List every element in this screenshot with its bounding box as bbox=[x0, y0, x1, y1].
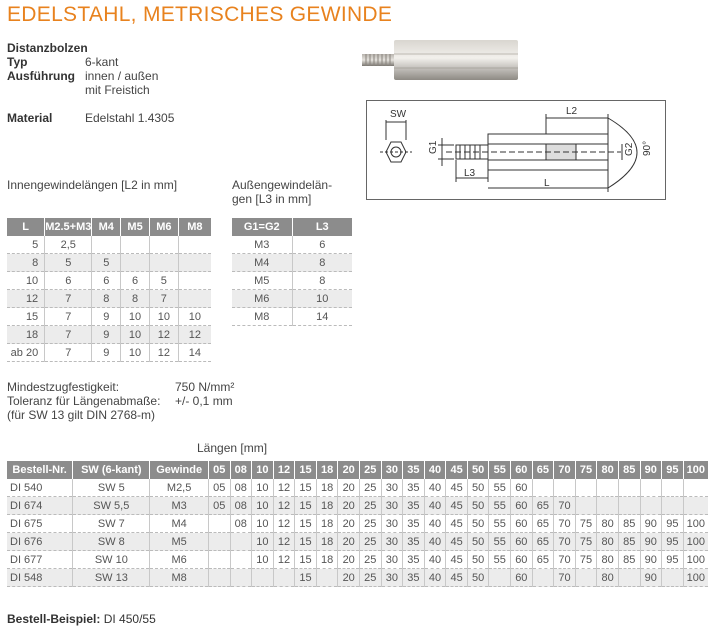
order_table-cell: 08 bbox=[230, 479, 252, 497]
order_table-header-cell: SW (6-kant) bbox=[73, 461, 150, 479]
order_table-cell: 35 bbox=[403, 551, 425, 569]
table-row bbox=[7, 254, 211, 272]
order_table-cell bbox=[230, 569, 252, 587]
order_table-cell: 05 bbox=[208, 497, 230, 515]
order_table-cell: 18 bbox=[316, 497, 338, 515]
order_table-cell: 65 bbox=[532, 533, 554, 551]
order_table-cell: 25 bbox=[359, 551, 381, 569]
order_table-cell: 30 bbox=[381, 551, 403, 569]
order_table-cell: 45 bbox=[446, 497, 468, 515]
order_table-cell: 60 bbox=[511, 533, 533, 551]
order_table-cell: 10 bbox=[252, 497, 274, 515]
order_table-cell: 90 bbox=[640, 569, 662, 587]
order_table-cell: 35 bbox=[403, 515, 425, 533]
order_table-cell: M5 bbox=[150, 533, 209, 551]
technical-notes bbox=[7, 380, 235, 422]
order_table-cell: DI 675 bbox=[7, 515, 73, 533]
order_table-cell: 25 bbox=[359, 479, 381, 497]
order_table-header-cell: 45 bbox=[446, 461, 468, 479]
order_table-cell bbox=[489, 569, 511, 587]
inner_table-header-cell: M6 bbox=[149, 218, 178, 236]
order_table-cell bbox=[640, 497, 662, 515]
order_table-cell: 60 bbox=[511, 515, 533, 533]
inner_table-cell bbox=[178, 254, 211, 272]
order_table-cell bbox=[230, 551, 252, 569]
order_table-cell: 10 bbox=[252, 479, 274, 497]
order_table-cell: 20 bbox=[338, 515, 360, 533]
inner_table-cell: 14 bbox=[188, 346, 201, 359]
inner-table-caption: Innengewindelängen [L2 in mm] bbox=[7, 178, 178, 192]
order_table-cell: 12 bbox=[273, 515, 295, 533]
inner_table-cell: 10 bbox=[121, 344, 150, 362]
order_table-cell bbox=[273, 569, 295, 587]
order_table-cell: 80 bbox=[597, 533, 619, 551]
order-example: Bestell-Beispiel: DI 450/55 bbox=[7, 612, 156, 626]
table-row bbox=[7, 308, 211, 326]
outer_table-cell: M3 bbox=[232, 236, 292, 254]
order_table-cell: 30 bbox=[381, 479, 403, 497]
order_table-cell: 65 bbox=[532, 551, 554, 569]
order_table-cell: SW 5,5 bbox=[73, 497, 150, 515]
order_table-cell: 85 bbox=[618, 533, 640, 551]
order_table-cell bbox=[618, 497, 640, 515]
order_table-cell: 40 bbox=[424, 533, 446, 551]
order_table-cell: 15 bbox=[295, 551, 317, 569]
inner_table-cell: 12 bbox=[149, 326, 178, 344]
order_table-header-cell: 30 bbox=[381, 461, 403, 479]
table-row bbox=[232, 272, 352, 290]
order_table-cell: 55 bbox=[489, 479, 511, 497]
inner_table-cell: 9 bbox=[92, 344, 121, 362]
outer_table-cell: M6 bbox=[232, 290, 292, 308]
order_table-cell: 95 bbox=[662, 551, 684, 569]
table-row bbox=[7, 272, 211, 290]
inner_table-cell bbox=[92, 236, 121, 254]
order_table-cell: 70 bbox=[554, 551, 576, 569]
inner_table-cell: 12 bbox=[149, 344, 178, 362]
outer_table-header-cell: L3 bbox=[292, 218, 352, 236]
order_table-cell bbox=[683, 497, 708, 515]
order_table-cell: 40 bbox=[424, 515, 446, 533]
note-tolerance: Toleranz für Längenabmaße: +/- 0,1 mm bbox=[7, 394, 233, 408]
table-row bbox=[7, 551, 708, 569]
order-table bbox=[7, 461, 708, 587]
order_table-cell: SW 5 bbox=[73, 479, 150, 497]
order_table-cell: 60 bbox=[511, 479, 533, 497]
order_table-cell: 70 bbox=[554, 569, 576, 587]
table-row bbox=[7, 290, 211, 308]
drawing-label-sw: SW bbox=[390, 109, 407, 120]
order_table-cell: 40 bbox=[424, 497, 446, 515]
inner_table-cell: 7 bbox=[149, 290, 178, 308]
inner_table-cell: 5 bbox=[92, 254, 121, 272]
table-row bbox=[7, 533, 708, 551]
drawing-label-angle: 90° bbox=[642, 140, 653, 156]
order_table-cell bbox=[683, 479, 708, 497]
inner_table-cell: 5 bbox=[149, 272, 178, 290]
order_table-cell: 50 bbox=[467, 569, 489, 587]
order_table-cell bbox=[554, 479, 576, 497]
order_table-cell bbox=[575, 479, 597, 497]
order_table-cell: 65 bbox=[532, 515, 554, 533]
inner_table-cell: 5 bbox=[45, 254, 92, 272]
order_table-cell: M8 bbox=[150, 569, 209, 587]
order_table-cell: 50 bbox=[467, 479, 489, 497]
order_table-cell: DI 677 bbox=[7, 551, 73, 569]
outer_table-cell: 8 bbox=[319, 274, 326, 287]
order_table-cell: 70 bbox=[554, 515, 576, 533]
inner_table-cell: 8 bbox=[7, 254, 45, 272]
order_table-cell: 55 bbox=[489, 497, 511, 515]
order_table-cell bbox=[575, 569, 597, 587]
order_table-cell: 90 bbox=[640, 551, 662, 569]
order_table-cell: 15 bbox=[295, 569, 317, 587]
spec-typ: Typ 6-kant bbox=[7, 55, 119, 69]
order_table-cell: 20 bbox=[338, 479, 360, 497]
table-row bbox=[7, 569, 708, 587]
outer_table-cell: M5 bbox=[232, 272, 292, 290]
order_table-cell: 60 bbox=[511, 551, 533, 569]
order_table-header-cell: 85 bbox=[618, 461, 640, 479]
inner_table-cell: 10 bbox=[121, 326, 150, 344]
order_table-header-cell: 80 bbox=[597, 461, 619, 479]
inner_table-cell: 9 bbox=[92, 308, 121, 326]
order_table-header-cell: 05 bbox=[208, 461, 230, 479]
order_table-cell bbox=[575, 497, 597, 515]
order_table-cell: M3 bbox=[150, 497, 209, 515]
order_table-header-cell: Bestell-Nr. bbox=[7, 461, 73, 479]
order_table-cell: 100 bbox=[683, 569, 708, 587]
standoff-photo bbox=[362, 38, 522, 88]
order_table-cell: 10 bbox=[252, 533, 274, 551]
order_table-cell bbox=[208, 515, 230, 533]
outer-table-caption-2: gen [L3 in mm] bbox=[232, 192, 312, 206]
order_table-cell: 55 bbox=[489, 551, 511, 569]
order_table-header-cell: 12 bbox=[273, 461, 295, 479]
order_table-cell: 40 bbox=[424, 569, 446, 587]
inner_table-cell: 7 bbox=[45, 290, 92, 308]
order_table-cell: 20 bbox=[338, 569, 360, 587]
outer_table-cell: 14 bbox=[316, 310, 329, 323]
order_table-cell bbox=[618, 569, 640, 587]
order_table-cell: 70 bbox=[554, 533, 576, 551]
order_table-cell bbox=[208, 551, 230, 569]
order_table-cell: 25 bbox=[359, 497, 381, 515]
order_table-cell: 45 bbox=[446, 533, 468, 551]
order_table-cell: 90 bbox=[640, 533, 662, 551]
order_table-cell: 80 bbox=[597, 515, 619, 533]
order_table-cell: 25 bbox=[359, 515, 381, 533]
order_table-cell: 60 bbox=[511, 569, 533, 587]
order_table-cell bbox=[532, 479, 554, 497]
order_table-cell: 85 bbox=[618, 551, 640, 569]
order_table-cell: 45 bbox=[446, 569, 468, 587]
order_table-cell: 60 bbox=[511, 497, 533, 515]
order_table-cell: 10 bbox=[252, 515, 274, 533]
order_table-cell: 35 bbox=[403, 497, 425, 515]
order_table-cell bbox=[252, 569, 274, 587]
order_table-header-cell: 35 bbox=[403, 461, 425, 479]
table-row bbox=[232, 308, 352, 326]
order_table-cell: 18 bbox=[316, 533, 338, 551]
table-row bbox=[7, 236, 211, 254]
order_table-cell: DI 548 bbox=[7, 569, 73, 587]
inner_table-cell bbox=[149, 254, 178, 272]
drawing-label-l: L bbox=[544, 178, 550, 189]
inner_table-cell: 7 bbox=[45, 308, 92, 326]
inner_table-cell: 5 bbox=[7, 236, 45, 254]
order_table-header-cell: 50 bbox=[467, 461, 489, 479]
order_table-cell: 90 bbox=[640, 515, 662, 533]
order_table-cell: SW 7 bbox=[73, 515, 150, 533]
note-din: (für SW 13 gilt DIN 2768-m) bbox=[7, 408, 156, 422]
order_table-cell: 80 bbox=[597, 551, 619, 569]
order_table-header-cell: Gewinde bbox=[150, 461, 209, 479]
order_table-cell: 20 bbox=[338, 551, 360, 569]
outer_table-cell: 8 bbox=[292, 254, 352, 272]
inner_table-cell bbox=[121, 236, 150, 254]
table-row bbox=[7, 326, 211, 344]
spec-ausfuehrung: Ausführung innen / außen bbox=[7, 69, 159, 83]
order_table-header-cell: 20 bbox=[338, 461, 360, 479]
order_table-cell: 15 bbox=[295, 533, 317, 551]
inner_table-header-cell: M5 bbox=[121, 218, 150, 236]
order_table-cell: 18 bbox=[316, 479, 338, 497]
inner_table-cell: 12 bbox=[7, 290, 45, 308]
outer_table-cell: 10 bbox=[292, 290, 352, 308]
inner_table-cell bbox=[178, 290, 211, 308]
order_table-header-cell: 08 bbox=[230, 461, 252, 479]
order_table-cell: 40 bbox=[424, 551, 446, 569]
inner_table-cell: 10 bbox=[121, 308, 150, 326]
order_table-cell: 30 bbox=[381, 497, 403, 515]
order_table-cell: 50 bbox=[467, 497, 489, 515]
order_table-header-cell: 40 bbox=[424, 461, 446, 479]
inner_table-header-cell: M8 bbox=[178, 218, 211, 236]
inner_table-header-cell: M2.5+M3 bbox=[45, 218, 92, 236]
inner-thread-table bbox=[7, 218, 211, 362]
order_table-cell: 35 bbox=[403, 479, 425, 497]
order_table-cell: 65 bbox=[532, 497, 554, 515]
order_table-cell: 15 bbox=[295, 479, 317, 497]
technical-drawing bbox=[366, 100, 666, 200]
order_table-cell: 50 bbox=[467, 515, 489, 533]
order_table-cell: 12 bbox=[273, 551, 295, 569]
order_table-header-cell: 75 bbox=[575, 461, 597, 479]
order_table-cell: 25 bbox=[359, 569, 381, 587]
inner_table-cell bbox=[149, 236, 178, 254]
order_table-cell: 70 bbox=[554, 497, 576, 515]
order_table-cell: 75 bbox=[575, 533, 597, 551]
order_table-cell: 08 bbox=[230, 497, 252, 515]
inner_table-cell bbox=[178, 272, 211, 290]
order_table-cell: DI 540 bbox=[7, 479, 73, 497]
order_table-header-cell: 70 bbox=[554, 461, 576, 479]
order_table-cell: 25 bbox=[359, 533, 381, 551]
order_table-cell: 80 bbox=[597, 569, 619, 587]
inner_table-cell: 7 bbox=[45, 326, 92, 344]
inner_table-cell: 10 bbox=[149, 308, 178, 326]
order_table-cell: M4 bbox=[150, 515, 209, 533]
inner_table-cell: 18 bbox=[7, 326, 45, 344]
order_table-cell bbox=[230, 533, 252, 551]
product-name: Distanzbolzen bbox=[7, 41, 88, 55]
inner_table-cell: 7 bbox=[45, 344, 92, 362]
inner_table-cell bbox=[121, 254, 150, 272]
inner_table-header-cell: L bbox=[7, 218, 45, 236]
order_table-cell: 12 bbox=[273, 479, 295, 497]
order_table-cell: 45 bbox=[446, 515, 468, 533]
outer_table-cell: M4 bbox=[232, 254, 292, 272]
order_table-cell: 35 bbox=[403, 569, 425, 587]
order_table-cell bbox=[208, 569, 230, 587]
order_table-header-cell: 100 bbox=[683, 461, 708, 479]
order_table-cell: 100 bbox=[686, 517, 705, 530]
order_table-cell bbox=[662, 569, 684, 587]
order_table-cell bbox=[597, 497, 619, 515]
order_table-cell: 95 bbox=[662, 533, 684, 551]
order_table-cell bbox=[597, 479, 619, 497]
order_table-cell: M6 bbox=[150, 551, 209, 569]
order_table-cell: SW 13 bbox=[73, 569, 150, 587]
drawing-label-g2: G2 bbox=[624, 142, 635, 156]
inner_table-cell: 6 bbox=[92, 272, 121, 290]
order_table-header-cell: 25 bbox=[359, 461, 381, 479]
inner_table-cell: 8 bbox=[121, 290, 150, 308]
order_table-cell: 18 bbox=[316, 515, 338, 533]
order_table-cell: 55 bbox=[489, 533, 511, 551]
order_table-cell bbox=[618, 479, 640, 497]
table-row bbox=[232, 254, 352, 272]
inner_table-header-cell: M4 bbox=[92, 218, 121, 236]
spec-material: Material Edelstahl 1.4305 bbox=[7, 111, 175, 125]
inner_table-cell: 10 bbox=[7, 272, 45, 290]
inner_table-cell bbox=[178, 236, 211, 254]
inner_table-cell: ab 20 bbox=[7, 344, 45, 362]
order_table-cell: 100 bbox=[686, 553, 705, 566]
order_table-cell: 15 bbox=[295, 497, 317, 515]
order_table-cell: 08 bbox=[230, 515, 252, 533]
order_table-header-cell: 90 bbox=[640, 461, 662, 479]
spec-ausfuehrung-2: mit Freistich bbox=[85, 83, 150, 97]
outer_table-header-cell: G1=G2 bbox=[232, 218, 292, 236]
order_table-cell: 30 bbox=[381, 569, 403, 587]
drawing-label-l2: L2 bbox=[566, 106, 578, 117]
order_table-cell: 45 bbox=[446, 479, 468, 497]
table-row bbox=[232, 236, 352, 254]
order_table-cell: M2,5 bbox=[150, 479, 209, 497]
outer_table-cell: 6 bbox=[319, 238, 326, 251]
inner_table-cell: 10 bbox=[188, 310, 201, 323]
order_table-cell: 12 bbox=[273, 533, 295, 551]
order_table-cell: 20 bbox=[338, 497, 360, 515]
order_table-cell: 100 bbox=[683, 533, 708, 551]
order_table-cell: 10 bbox=[252, 551, 274, 569]
table-row bbox=[7, 479, 708, 497]
order_table-cell: 95 bbox=[662, 515, 684, 533]
order_table-cell: 55 bbox=[489, 515, 511, 533]
order_table-cell: 75 bbox=[575, 515, 597, 533]
order_table-header-cell: 10 bbox=[252, 461, 274, 479]
note-tensile: Mindestzugfestigkeit: 750 N/mm² bbox=[7, 380, 235, 394]
order_table-cell bbox=[640, 479, 662, 497]
order_table-cell: SW 10 bbox=[73, 551, 150, 569]
order_table-cell: 35 bbox=[403, 533, 425, 551]
order_table-cell: 12 bbox=[273, 497, 295, 515]
inner_table-cell: 6 bbox=[121, 272, 150, 290]
order_table-cell: 15 bbox=[295, 515, 317, 533]
drawing-label-l3: L3 bbox=[464, 168, 476, 179]
inner_table-cell: 6 bbox=[45, 272, 92, 290]
outer-thread-table bbox=[232, 218, 352, 326]
order_table-cell: 20 bbox=[338, 533, 360, 551]
outer-table-caption-1: Außengewindelän- bbox=[232, 178, 333, 192]
order_table-cell: 85 bbox=[618, 515, 640, 533]
order_table-cell: SW 8 bbox=[73, 533, 150, 551]
order_table-cell: DI 674 bbox=[7, 497, 73, 515]
order_table-cell: 05 bbox=[208, 479, 230, 497]
order_table-cell bbox=[532, 569, 554, 587]
inner_table-cell: 9 bbox=[92, 326, 121, 344]
order_table-cell: 30 bbox=[381, 533, 403, 551]
inner_table-cell: 15 bbox=[7, 308, 45, 326]
order_table-header-cell: 15 bbox=[295, 461, 317, 479]
order_table-header-cell: 95 bbox=[662, 461, 684, 479]
order_table-cell: 50 bbox=[467, 533, 489, 551]
order_table-cell: 45 bbox=[446, 551, 468, 569]
inner_table-cell: 2,5 bbox=[45, 236, 92, 254]
order_table-cell bbox=[662, 497, 684, 515]
table-row bbox=[7, 497, 708, 515]
inner_table-cell: 12 bbox=[178, 326, 211, 344]
order_table-cell: 18 bbox=[316, 551, 338, 569]
order_table-header-cell: 60 bbox=[511, 461, 533, 479]
table-row bbox=[232, 290, 352, 308]
inner_table-cell: 8 bbox=[92, 290, 121, 308]
order_table-cell: 40 bbox=[424, 479, 446, 497]
outer_table-cell: M8 bbox=[232, 308, 292, 326]
drawing-label-g1: G1 bbox=[428, 140, 439, 154]
order_table-cell bbox=[316, 569, 338, 587]
order_table-header-cell: 65 bbox=[532, 461, 554, 479]
order_table-cell: 50 bbox=[467, 551, 489, 569]
order_table-cell: 30 bbox=[381, 515, 403, 533]
table-row bbox=[7, 344, 211, 362]
table-row bbox=[7, 515, 708, 533]
order_table-cell bbox=[662, 479, 684, 497]
order_table-header-cell: 55 bbox=[489, 461, 511, 479]
order_table-header-cell: 18 bbox=[316, 461, 338, 479]
page-title: EDELSTAHL, METRISCHES GEWINDE bbox=[7, 3, 393, 26]
lengths-caption: Längen [mm] bbox=[197, 441, 268, 455]
order_table-cell: DI 676 bbox=[7, 533, 73, 551]
order_table-cell: 75 bbox=[575, 551, 597, 569]
order_table-cell bbox=[208, 533, 230, 551]
